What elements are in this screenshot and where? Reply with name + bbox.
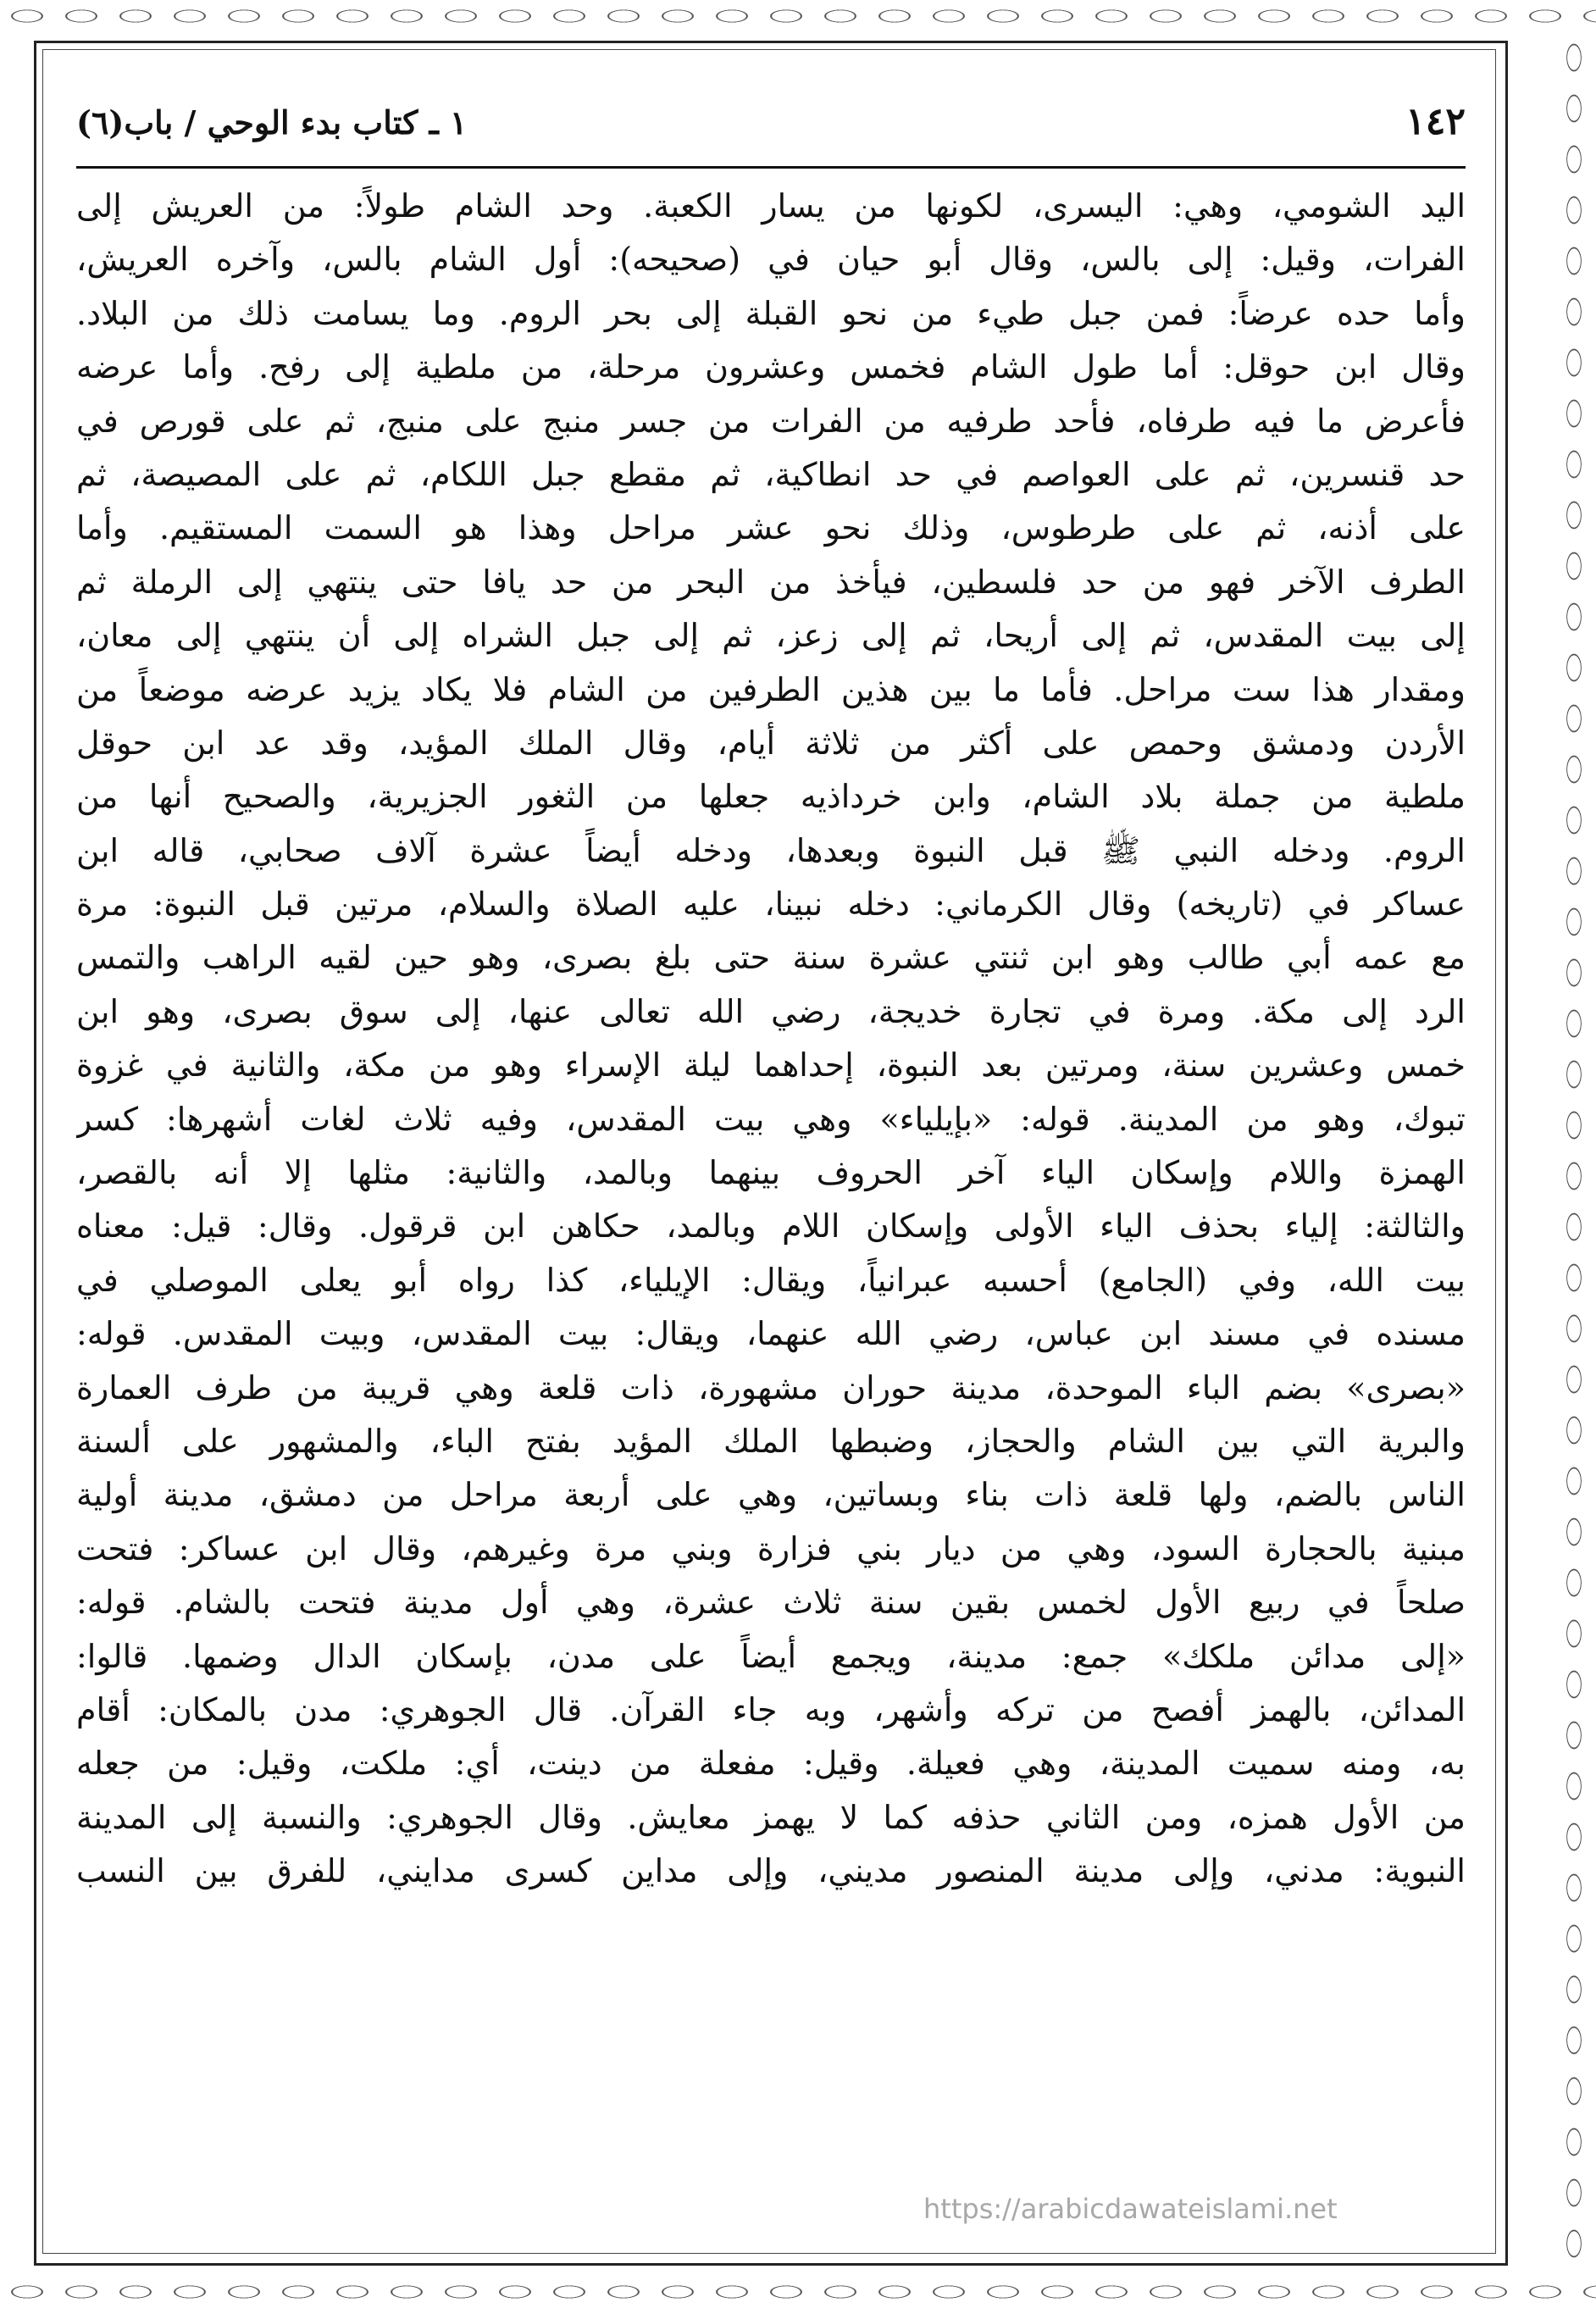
body-text [76,180,1466,1952]
decorative-border-top [0,0,1596,32]
text-line: خمس وعشرين سنة، ومرتين بعد النبوة، إحداهما ليلة الإسراء وهو من مكة، والثانية في غزوة [76,1046,1466,1085]
text-line: والثالثة: إلياء بحذف الياء الأولى وإسكان اللام وبالمد، حكاهن ابن قرقول. وقال: قيل: معناه [76,1207,1466,1246]
watermark: https://arabicdawateislami.net [923,2193,1338,2225]
text-line: تبوك، وهو من المدينة. قوله: «بإيلياء» وهي بيت المقدس، وفيه ثلاث لغات أشهرها: كسر [76,1100,1466,1138]
text-line: المدائن، بالهمز أفصح من تركه وأشهر، وبه جاء القرآن. قال الجوهري: مدن بالمكان: أقام [76,1690,1466,1728]
text-line: الأردن ودمشق وحمص على أكثر من ثلاثة أيام، وقال الملك المؤيد، وقد عد ابن حوقل [76,724,1466,762]
text-line: من الأول همزه، ومن الثاني حذفه كما لا يهمز معايش. وقال الجوهري: والنسبة إلى المدينة [76,1798,1466,1836]
text-line: إلى بيت المقدس، ثم إلى أريحا، ثم إلى زعز، ثم إلى جبل الشراه إلى أن ينتهي إلى معان، [76,617,1466,655]
text-line: «بصرى» بضم الباء الموحدة، مدينة حوران مشهورة، ذات قلعة وهي قريبة من طرف العمارة [76,1368,1466,1406]
header-rule [76,166,1466,169]
text-line: الناس بالضم، ولها قلعة ذات بناء وبساتين، وهي على أربعة مراحل من دمشق، مدينة أولية [76,1476,1466,1514]
text-line: مبنية بالحجارة السود، وهي من ديار بني فزارة وبني مرة وغيرهم، وقال ابن عساكر: فتحت [76,1529,1466,1567]
text-line: الفرات، وقيل: إلى بالس، وقال أبو حيان في (صحيحه): أول الشام بالس، وآخره العريش، [76,241,1466,279]
text-line: ملطية من جملة بلاد الشام، وابن خرداذيه جعلها من الثغور الجزيرية، والصحيح أنها من [76,778,1466,816]
page-number: ١٤٢ [1405,100,1466,143]
page-header [76,100,1466,151]
text-line: الهمزة واللام وإسكان الياء آخر الحروف بينهما وبالمد، والثانية: مثلها إلا أنه بالقصر، [76,1154,1466,1192]
text-line: وأما حده عرضاً: فمن جبل طيء من نحو القبلة إلى بحر الروم. وما يسامت ذلك من البلاد. [76,294,1466,332]
text-line: الرد إلى مكة. ومرة في تجارة خديجة، رضي الله تعالى عنها، إلى سوق بصرى، وهو ابن [76,992,1466,1030]
text-line: عساكر في (تاريخه) وقال الكرماني: دخله نبينا، عليه الصلاة والسلام، مرتين قبل النبوة: مرة [76,885,1466,924]
text-line [76,1899,1466,1952]
text-line: صلحاً في ربيع الأول لخمس بقين سنة ثلاث عشرة، وهي أول مدينة فتحت بالشام. قوله: [76,1584,1466,1622]
text-line: النبوية: مدني، وإلى مدينة المنصور مديني، وإلى مداين كسرى مدايني، للفرق بين النسب [76,1852,1466,1890]
text-line: وقال ابن حوقل: أما طول الشام فخمس وعشرون مرحلة، من ملطية إلى رفح. وأما عرضه [76,348,1466,386]
text-line: اليد الشومي، وهي: اليسرى، لكونها من يسار الكعبة. وحد الشام طولاً: من العريش إلى [76,187,1466,225]
text-line: بيت الله، وفي (الجامع) أحسبه عبرانياً، ويقال: الإيلياء، كذا رواه أبو يعلى الموصلي في [76,1261,1466,1299]
text-line: مع عمه أبي طالب وهو ابن ثنتي عشرة سنة حتى بلغ بصرى، وهو حين لقيه الراهب والتمس [76,939,1466,977]
text-line: على أذنه، ثم على طرطوس، وذلك نحو عشر مراحل وهذا هو السمت المستقيم. وأما [76,509,1466,547]
text-line: حد قنسرين، ثم على العواصم في حد انطاكية، ثم مقطع جبل اللكام، ثم على المصيصة، ثم [76,455,1466,493]
text-line: الروم. ودخله النبي ﷺ قبل النبوة وبعدها، ودخله أيضاً عشرة آلاف صحابي، قاله ابن [76,831,1466,869]
text-line: به، ومنه سميت المدينة، وهي فعيلة. وقيل: مفعلة من دينت، أي: ملكت، وقيل: من جعله [76,1745,1466,1783]
text-line: والبرية التي بين الشام والحجاز، وضبطها الملك المؤيد بفتح الباء، والمشهور على ألسنة [76,1422,1466,1460]
text-line: الطرف الآخر فهو من حد فلسطين، فيأخذ من البحر من حد يافا حتى ينتهي إلى الرملة ثم [76,563,1466,601]
text-line: ومقدار هذا ست مراحل. فأما ما بين هذين الطرفين من الشام فلا يكاد يزيد عرضه موضعاً من [76,670,1466,708]
decorative-border-right [1552,32,1596,2276]
running-head: ١ ـ كتاب بدء الوحي / باب(٦) [76,103,468,141]
text-line: فأعرض ما فيه طرفاه، فأحد طرفيه من الفرات من جسر منبج على منبج، ثم على قورص في [76,402,1466,440]
decorative-border-bottom [0,2276,1596,2308]
text-line: مسنده في مسند ابن عباس، رضي الله عنهما، ويقال: بيت المقدس، وبيت المقدس. قوله: [76,1315,1466,1353]
text-line: «إلى مدائن ملكك» جمع: مدينة، ويجمع أيضاً على مدن، بإسكان الدال وضمها. قالوا: [76,1637,1466,1675]
